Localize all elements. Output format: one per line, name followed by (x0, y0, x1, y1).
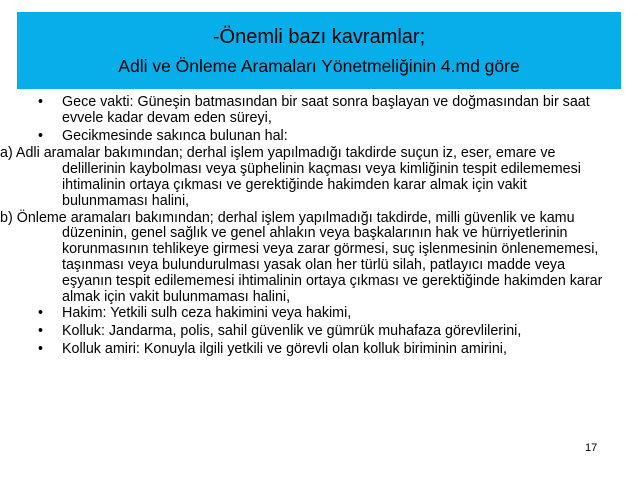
paragraph-label: a) (0, 145, 13, 162)
bullet-text: Hakim: Yetkili sulh ceza hakimini veya hakimi, (62, 305, 352, 322)
bullet-text: Gece vakti: Güneşin batmasından bir saat sonra başlayan ve doğmasından bir saat evvele kadar devam eden süreyi, (62, 94, 590, 126)
bullet-item-urgency (38, 129, 616, 145)
slide-subtitle: Adli ve Önleme Aramaları Yönetmeliğinin 4.md göre (118, 56, 520, 76)
paragraph-text: Önleme aramaları bakımından; derhal işlem yapılmadığı takdirde, milli güvenlik ve kamu düzeninin, genel sağlık ve genel ahlakın veya başkalarının hak ve hürriyetlerinin korunmasının tehlikeye girmesi veya zarar görmesi, suç işlenmesinin önlenememesi, taşınması veya bulundurulması yasak olan her türlü silah, patlayıcı madde veya eşyanın tespit edilememesi ihtimalinin ortaya çıkması ve gerektiğinde hakimden karar almak için vakit bulunmaması halini, (16, 209, 603, 305)
bullet-item-law-enforcement (38, 324, 616, 340)
paragraph-b (0, 211, 616, 306)
paragraph-label: b) (0, 209, 13, 226)
slide-header (17, 12, 621, 89)
bullet-icon: • (38, 94, 44, 110)
bullet-item-night (38, 95, 616, 127)
paragraph-a (0, 146, 616, 209)
bullet-icon: • (38, 305, 44, 322)
bullet-text: Gecikmesinde sakınca bulunan hal: (62, 127, 288, 144)
page-number: 17 (585, 442, 598, 454)
bullet-item-chief (38, 342, 616, 358)
slide-title: -Önemli bazı kavramlar; (212, 26, 426, 48)
slide-body (0, 94, 616, 360)
bullet-icon: • (38, 323, 44, 340)
bullet-text: Kolluk amiri: Konuyla ilgili yetkili ve görevli olan kolluk biriminin amirini, (62, 340, 507, 357)
bullet-item-judge (38, 306, 616, 322)
paragraph-text: Adli aramalar bakımından; derhal işlem yapılmadığı takdirde suçun iz, eser, emare ve delillerinin kaybolması veya şüphelinin kaçması veya kimliğinin tespit edilememesi ihtimalinin ortaya çıkması ve gerektiğinde hakimden karar almak için vakit bulunmaması halini, (15, 145, 581, 209)
bullet-text: Kolluk: Jandarma, polis, sahil güvenlik ve gümrük muhafaza görevlilerini, (62, 323, 522, 340)
bullet-icon: • (38, 127, 44, 144)
bullet-icon: • (38, 340, 44, 357)
